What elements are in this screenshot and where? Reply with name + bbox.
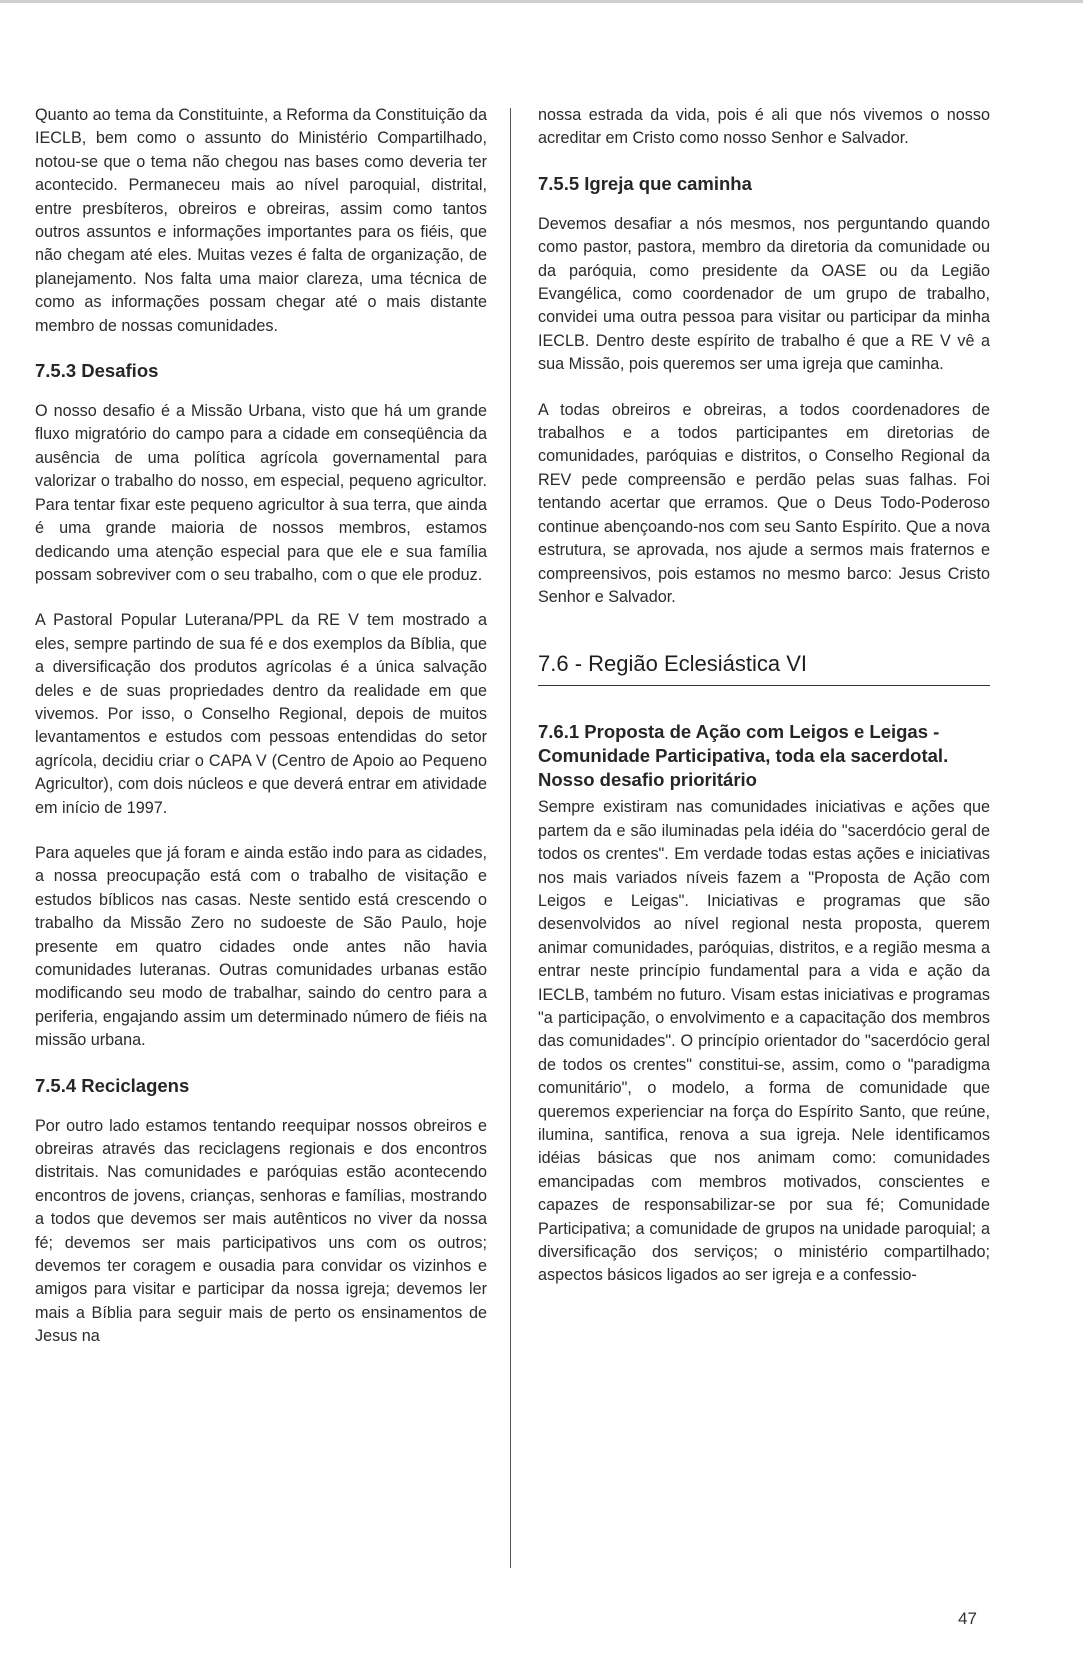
paragraph-constituinte: Quanto ao tema da Constituinte, a Reforma da Constituição da IECLB, bem como o assunto do Ministério Compartilhado, notou-se que o tema não chegou nas bases como deveria ter acontecido. Permaneceu mais ao nível paroquial, distrital, entre presbíteros, obreiros e obreiras, assim como tantos outros assuntos e informações importantes para os fiéis, que não chegam até eles. Muitas vezes é falta de organização, de planejamento. Nos falta uma maior clareza, uma técnica de como as informações possam chegar até o mais distante membro de nossas comunidades.: [35, 106, 487, 335]
heading-7-5-3-desafios: 7.5.3 Desafios: [35, 360, 159, 382]
paragraph-missao-urbana: O nosso desafio é a Missão Urbana, visto que há um grande fluxo migratório do campo para a cidade em conseqüência da ausência de uma política agrícola governamental para valorizar o trabalho do nosso, em especial, pequeno agricultor. Para tentar fixar este pequeno agricultor à sua terra, que ainda é uma grande maioria de nossos membros, estamos dedicando uma atenção especial para que ele e sua família possam sobreviver com o seu trabalho, com o que ele produz.: [35, 402, 487, 584]
column-divider: [510, 108, 511, 1568]
page-number: 47: [958, 1609, 977, 1628]
paragraph-reciclagens: Por outro lado estamos tentando reequipar nossos obreiros e obreiras através das reciclagens regionais e dos encontros distritais. Nas comunidades e paróquias estão acontecendo encontros de jovens, crianças, senhoras e famílias, mostrando a todos que devemos ser mais autênticos no viver da nossa fé; devemos ser mais participativos uns com os outros; devemos ter coragem e ousadia para convidar os vizinhos e amigos para visitar e participar da nossa igreja; devemos ler mais a Bíblia para seguir mais de perto os ensinamentos de Jesus na: [35, 1116, 487, 1346]
heading-7-5-4-reciclagens: 7.5.4 Reciclagens: [35, 1074, 190, 1096]
heading-7-6-1-proposta: 7.6.1 Proposta de Ação com Leigos e Leigas - Comunidade Participativa, toda ela sacerdotal. Nosso desafio prioritário: [538, 721, 949, 791]
paragraph-pastoral-popular: A Pastoral Popular Luterana/PPL da RE V tem mostrado a eles, sempre partindo de sua fé e dos exemplos da Bíblia, que a diversificação dos produtos agrícolas é a única salvação deles e de suas propriedades dentro da realidade em que vivemos. Por isso, o Conselho Regional, depois de muitos levantamentos e estudos com pessoas entendidas do setor agrícola, decidiu criar o CAPA V (Centro de Apoio ao Pequeno Agricultor), com dois núcleos e que deverá entrar em atividade em início de 1997.: [35, 611, 487, 817]
section-heading-7-6: 7.6 - Região Eclesiástica VI: [538, 651, 990, 686]
paragraph-agradecimento: A todas obreiros e obreiras, a todos coordenadores de trabalhos e a todos participantes em diretorias de comunidades, paróquias e distritos, o Conselho Regional da REV pede compreensão e perdão pelas suas falhas. Foi tentando acertar que erramos. Que o Deus Todo-Poderoso continue abençoando-nos com seu Santo Espírito. Que a nova estrutura, se aprovada, nos ajude a sermos mais fraternos e compreensivos, pois estamos no mesmo barco: Jesus Cristo Senhor e Salvador.: [538, 400, 990, 606]
page-top-edge: [0, 0, 1083, 3]
paragraph-cidades: Para aqueles que já foram e ainda estão indo para as cidades, a nossa preocupação está com o trabalho de visitação e estudos bíblicos nas casas. Neste sentido está crescendo o trabalho da Missão Zero no sudoeste de São Paulo, hoje presente em quatro cidades onde antes não havia comunidades luteranas. Outras comunidades urbanas estão modificando seu modo de trabalhar, saindo do centro para a periferia, engajando assim um determinado número de fiéis na missão urbana.: [35, 843, 487, 1050]
right-column: [538, 104, 990, 1310]
paragraph-sacerdocio: Sempre existiram nas comunidades iniciativas e ações que partem da e são iluminadas pela idéia do "sacerdócio geral de todos os crentes". Em verdade todas estas ações e iniciativas nos mais variados níveis fazem a "Proposta de Ação com Leigos e Leigas". Iniciativas e programas que são desenvolvidos ao nível regional nesta proposta, querem animar comunidades, paróquias, distritos, e a região mesma a entrar neste princípio fundamental para a vida e ação da IECLB, também no futuro. Visam estas iniciativas e programas "a participação, o envolvimento e a capacitação dos membros das comunidades". O princípio orientador do "sacerdócio geral de todos os crentes" constitui-se, assim, como o "paradigma comunitário", o modelo, a forma de comunidade que queremos experienciar na força do Espírito Santo, que reúne, ilumina, santifica, renova a sua igreja. Nele identificamos idéias básicas que nos animam como: comunidades emancipadas com membros motivados, conscientes e capazes de responsabilizar-se por sua fé; Comunidade Participativa; a comunidade de grupos na unidade paroquial; a diversificação dos serviços; o ministério compartilhado; aspectos básicos ligados ao ser igreja e a confessio-: [538, 798, 990, 1285]
paragraph-desafiar: Devemos desafiar a nós mesmos, nos perguntando quando como pastor, pastora, membro da diretoria da comunidade ou da paróquia, como presidente da OASE ou da Legião Evangélica, como coordenador de um grupo de trabalho, convidei uma outra pessoa para visitar ou participar da minha IECLB. Dentro deste espírito de trabalho é que a RE V vê a sua Missão, pois queremos ser uma igreja que caminha.: [538, 214, 990, 374]
heading-7-5-5-igreja-que-caminha: 7.5.5 Igreja que caminha: [538, 172, 752, 194]
left-column: [35, 104, 487, 1371]
paragraph-estrada-da-vida: nossa estrada da vida, pois é ali que nós vivemos o nosso acreditar em Cristo como nosso Senhor e Salvador.: [538, 106, 990, 148]
